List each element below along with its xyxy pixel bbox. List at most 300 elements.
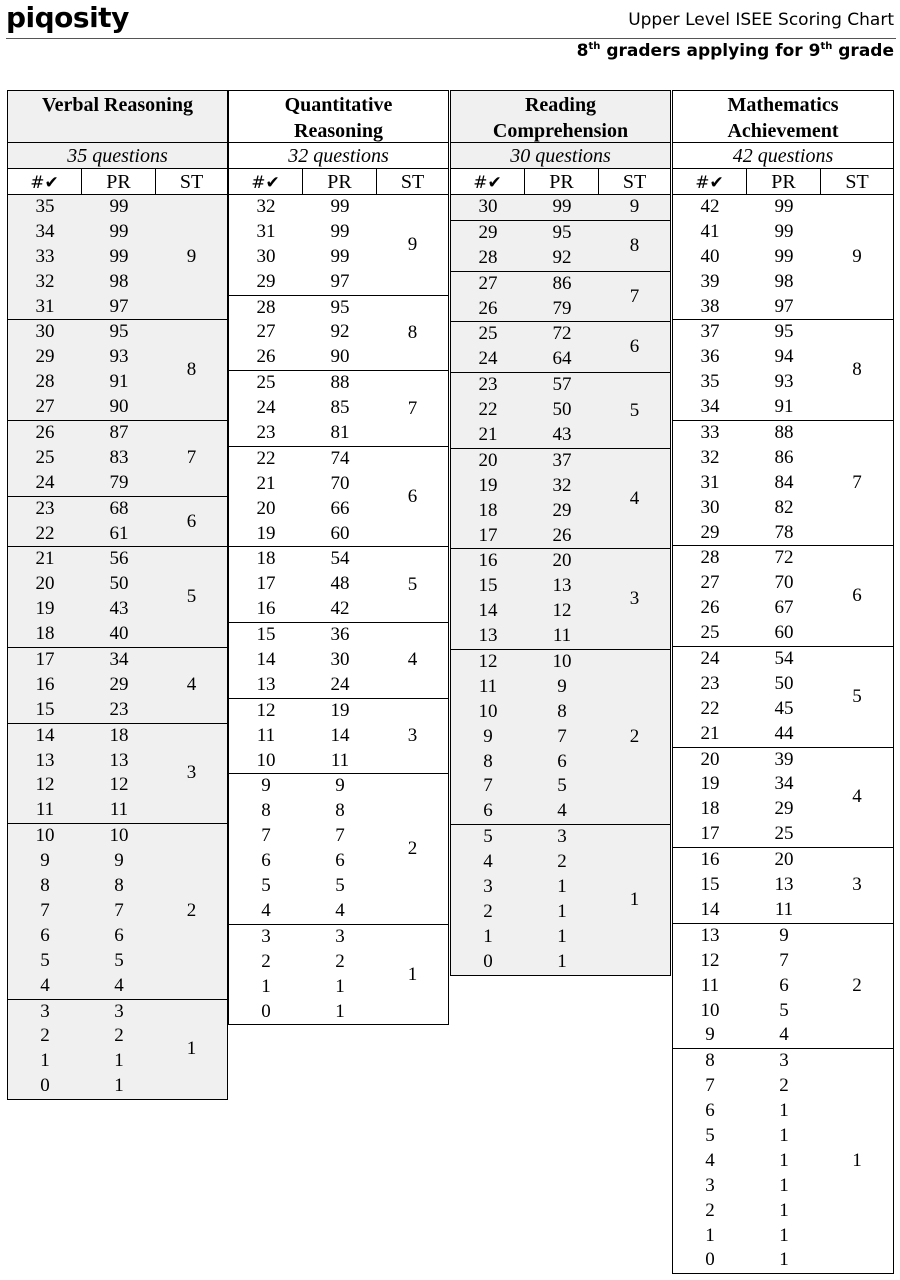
score-rows xyxy=(673,647,821,747)
percentile-rank-cell: 34 xyxy=(109,649,129,671)
table-row xyxy=(451,774,599,799)
stanine-group xyxy=(450,272,671,323)
section-title xyxy=(672,90,894,143)
verbal-reasoning-table xyxy=(7,90,228,1100)
raw-score-cell: 14 xyxy=(478,600,498,622)
percentile-rank-cell: 66 xyxy=(330,497,350,519)
percentile-rank-cell: 4 xyxy=(557,800,567,822)
percentile-rank-cell: 99 xyxy=(330,245,350,267)
document-title: Upper Level ISEE Scoring Chart xyxy=(628,10,894,30)
stanine-group xyxy=(450,825,671,975)
percentile-rank-cell: 3 xyxy=(335,925,345,947)
raw-score-header-text: #✔ xyxy=(30,173,59,193)
table-row xyxy=(673,596,821,621)
table-row xyxy=(8,245,156,270)
raw-score-cell: 16 xyxy=(35,673,55,695)
table-row xyxy=(673,245,821,270)
raw-score-cell: 25 xyxy=(256,372,276,394)
table-row xyxy=(451,499,599,524)
table-row xyxy=(673,672,821,697)
table-row xyxy=(451,624,599,649)
subtitle-superscript: th xyxy=(820,41,833,52)
stanine-group xyxy=(7,547,228,648)
percentile-rank-cell: 72 xyxy=(552,323,572,345)
table-row xyxy=(673,1149,821,1174)
raw-score-cell: 7 xyxy=(40,899,50,921)
stanine-cell: 6 xyxy=(852,585,862,607)
raw-score-cell: 31 xyxy=(256,220,276,242)
raw-score-cell: 8 xyxy=(483,750,493,772)
score-rows xyxy=(8,824,156,998)
raw-score-cell: 26 xyxy=(478,297,498,319)
percentile-rank-cell: 90 xyxy=(109,396,129,418)
percentile-rank-cell: 78 xyxy=(774,521,794,543)
percentile-rank-cell: 5 xyxy=(114,949,124,971)
raw-score-cell: 22 xyxy=(35,522,55,544)
table-row xyxy=(673,345,821,370)
table-row xyxy=(451,423,599,448)
percentile-rank-cell: 39 xyxy=(774,748,794,770)
percentile-rank-cell: 99 xyxy=(774,196,794,217)
table-row xyxy=(673,1224,821,1249)
table-row xyxy=(229,345,377,370)
raw-score-cell: 32 xyxy=(256,196,276,217)
raw-score-cell: 27 xyxy=(35,396,55,418)
table-row xyxy=(8,547,156,572)
raw-score-cell: 20 xyxy=(256,497,276,519)
percentile-rank-header: PR xyxy=(303,169,377,194)
percentile-rank-cell: 86 xyxy=(774,446,794,468)
raw-score-cell: 11 xyxy=(478,675,498,697)
subtitle-superscript: th xyxy=(588,41,601,52)
raw-score-cell: 36 xyxy=(700,346,720,368)
raw-score-cell: 13 xyxy=(700,924,720,946)
raw-score-cell: 29 xyxy=(700,521,720,543)
table-row xyxy=(229,824,377,849)
table-row xyxy=(229,195,377,220)
stanine-cell: 3 xyxy=(852,874,862,896)
score-rows xyxy=(673,1049,821,1273)
raw-score-cell: 20 xyxy=(35,573,55,595)
raw-score-cell: 8 xyxy=(261,800,271,822)
table-row xyxy=(673,1124,821,1149)
score-rows xyxy=(451,549,599,649)
raw-score-cell: 14 xyxy=(35,724,55,746)
percentile-rank-cell: 87 xyxy=(109,422,129,444)
table-row xyxy=(673,748,821,773)
percentile-rank-cell: 1 xyxy=(779,1149,789,1171)
raw-score-cell: 9 xyxy=(40,850,50,872)
score-rows xyxy=(229,623,377,698)
percentile-rank-cell: 20 xyxy=(552,550,572,572)
score-rows xyxy=(673,546,821,646)
percentile-rank-cell: 60 xyxy=(774,622,794,644)
stanine-group xyxy=(450,650,671,825)
stanine-cell: 3 xyxy=(407,725,418,747)
percentile-rank-cell: 44 xyxy=(774,722,794,744)
stanine-header: ST xyxy=(400,171,425,193)
raw-score-cell: 4 xyxy=(40,974,50,996)
percentile-rank-cell: 10 xyxy=(109,825,129,847)
percentile-rank-cell: 2 xyxy=(114,1025,124,1047)
stanine-group xyxy=(7,320,228,421)
percentile-rank-cell: 3 xyxy=(114,1000,124,1022)
stanine-group xyxy=(7,421,228,497)
table-row xyxy=(451,524,599,549)
score-rows xyxy=(451,195,599,220)
percentile-rank-cell: 1 xyxy=(779,1124,789,1146)
score-rows xyxy=(229,195,377,295)
question-count: 42 questions xyxy=(672,143,894,169)
percentile-rank-cell: 56 xyxy=(109,548,129,570)
percentile-rank-cell: 99 xyxy=(774,220,794,242)
table-row xyxy=(451,195,599,220)
stanine-group xyxy=(228,371,449,447)
percentile-rank-cell: 7 xyxy=(335,825,345,847)
percentile-rank-cell: 60 xyxy=(330,522,350,544)
raw-score-cell: 10 xyxy=(478,700,498,722)
stanine-cell: 9 xyxy=(629,196,640,218)
percentile-rank-cell: 34 xyxy=(774,773,794,795)
table-row xyxy=(229,975,377,1000)
question-count: 35 questions xyxy=(7,143,228,169)
percentile-rank-cell: 83 xyxy=(109,446,129,468)
percentile-rank-cell: 20 xyxy=(774,849,794,871)
raw-score-cell: 23 xyxy=(700,672,720,694)
table-row xyxy=(451,675,599,700)
section-title-line: Mathematics xyxy=(727,94,839,116)
stanine-group xyxy=(7,648,228,724)
raw-score-cell: 20 xyxy=(478,449,498,471)
raw-score-cell: 27 xyxy=(700,572,720,594)
table-row xyxy=(8,572,156,597)
table-row xyxy=(8,724,156,749)
percentile-rank-cell: 81 xyxy=(330,422,350,444)
subtitle-part: 8 xyxy=(576,41,589,61)
raw-score-cell: 6 xyxy=(705,1100,715,1122)
raw-score-cell: 29 xyxy=(35,346,55,368)
score-rows xyxy=(229,699,377,774)
table-row xyxy=(673,1099,821,1124)
stanine-group xyxy=(7,497,228,548)
table-row xyxy=(451,347,599,372)
table-row xyxy=(673,1199,821,1224)
raw-score-cell: 3 xyxy=(261,925,271,947)
score-rows xyxy=(673,195,821,319)
table-row xyxy=(8,949,156,974)
percentile-rank-cell: 1 xyxy=(557,900,567,922)
percentile-rank-cell: 82 xyxy=(774,496,794,518)
table-row xyxy=(451,650,599,675)
percentile-rank-cell: 45 xyxy=(774,697,794,719)
percentile-rank-cell: 5 xyxy=(335,875,345,897)
stanine-group xyxy=(228,296,449,372)
raw-score-cell: 8 xyxy=(705,1050,715,1072)
raw-score-cell: 15 xyxy=(700,874,720,896)
raw-score-cell: 5 xyxy=(40,949,50,971)
section-title-line: Reasoning xyxy=(294,120,383,142)
percentile-rank-cell: 86 xyxy=(552,272,572,294)
percentile-rank-cell: 29 xyxy=(109,673,129,695)
raw-score-cell: 21 xyxy=(256,472,276,494)
score-rows xyxy=(229,447,377,547)
raw-score-cell: 29 xyxy=(478,221,498,243)
raw-score-cell: 15 xyxy=(478,575,498,597)
table-row xyxy=(673,496,821,521)
table-row xyxy=(451,799,599,824)
raw-score-cell: 25 xyxy=(478,323,498,345)
stanine-group xyxy=(672,320,894,421)
table-row xyxy=(451,825,599,850)
raw-score-cell: 4 xyxy=(705,1149,715,1171)
stanine-group xyxy=(672,421,894,546)
stanine-group xyxy=(672,1049,894,1274)
stanine-cell: 6 xyxy=(629,336,640,358)
percentile-rank-cell: 99 xyxy=(330,196,350,217)
table-row xyxy=(673,898,821,923)
table-row xyxy=(229,270,377,295)
raw-score-cell: 30 xyxy=(35,321,55,343)
table-row xyxy=(673,647,821,672)
stanine-group xyxy=(7,1000,228,1101)
percentile-rank-cell: 2 xyxy=(779,1075,789,1097)
table-row xyxy=(451,549,599,574)
raw-score-cell: 11 xyxy=(256,724,276,746)
table-row xyxy=(451,373,599,398)
section-title-line: Quantitative xyxy=(284,94,393,116)
stanine-cell: 9 xyxy=(407,233,418,255)
table-row xyxy=(8,497,156,522)
raw-score-cell: 28 xyxy=(256,296,276,318)
percentile-rank-cell: 11 xyxy=(330,749,350,771)
table-row xyxy=(8,673,156,698)
percentile-rank-cell: 9 xyxy=(557,675,567,697)
raw-score-cell: 2 xyxy=(483,900,493,922)
percentile-rank-cell: 84 xyxy=(774,471,794,493)
percentile-rank-cell: 12 xyxy=(552,600,572,622)
table-row xyxy=(451,322,599,347)
percentile-rank-cell: 18 xyxy=(109,724,129,746)
table-row xyxy=(8,395,156,420)
piqosity-logo: piqosity xyxy=(6,1,129,34)
raw-score-cell: 6 xyxy=(40,924,50,946)
table-row xyxy=(673,999,821,1024)
table-row xyxy=(8,1000,156,1025)
reading-comprehension-table xyxy=(450,90,671,976)
percentile-rank-cell: 2 xyxy=(557,851,567,873)
stanine-cell: 1 xyxy=(407,963,418,985)
percentile-rank-cell: 9 xyxy=(335,775,345,797)
percentile-rank-cell: 2 xyxy=(335,950,345,972)
raw-score-cell: 9 xyxy=(261,775,271,797)
score-rows xyxy=(8,724,156,824)
percentile-rank-cell: 43 xyxy=(552,424,572,446)
stanine-cell: 1 xyxy=(629,888,640,910)
raw-score-cell: 0 xyxy=(705,1249,715,1271)
raw-score-cell: 31 xyxy=(700,471,720,493)
table-row xyxy=(673,949,821,974)
stanine-cell: 4 xyxy=(629,487,640,509)
stanine-cell: 6 xyxy=(407,485,418,507)
percentile-rank-cell: 79 xyxy=(552,297,572,319)
percentile-rank-cell: 97 xyxy=(109,295,129,317)
stanine-group xyxy=(672,647,894,748)
table-row xyxy=(673,722,821,747)
raw-score-cell: 17 xyxy=(700,823,720,845)
stanine-header: ST xyxy=(622,171,647,193)
percentile-rank-cell: 48 xyxy=(330,573,350,595)
table-row xyxy=(8,849,156,874)
raw-score-cell: 30 xyxy=(478,196,498,217)
raw-score-cell: 2 xyxy=(261,950,271,972)
percentile-rank-cell: 6 xyxy=(779,974,789,996)
raw-score-cell: 17 xyxy=(478,524,498,546)
raw-score-cell: 39 xyxy=(700,270,720,292)
percentile-rank-cell: 67 xyxy=(774,597,794,619)
stanine-group xyxy=(450,549,671,650)
percentile-rank-cell: 57 xyxy=(552,374,572,396)
score-rows xyxy=(8,648,156,723)
stanine-cell: 8 xyxy=(186,359,197,381)
score-rows xyxy=(451,449,599,549)
stanine-cell: 7 xyxy=(407,397,418,419)
table-row xyxy=(673,1074,821,1099)
percentile-rank-cell: 85 xyxy=(330,397,350,419)
section-title-line: Comprehension xyxy=(492,120,629,142)
percentile-rank-cell: 70 xyxy=(330,472,350,494)
score-rows xyxy=(673,748,821,848)
raw-score-cell: 41 xyxy=(700,220,720,242)
stanine-group xyxy=(7,724,228,825)
raw-score-cell: 30 xyxy=(256,245,276,267)
percentile-rank-cell: 99 xyxy=(552,196,572,217)
raw-score-header-text: #✔ xyxy=(473,173,502,193)
table-row xyxy=(229,597,377,622)
raw-score-cell: 20 xyxy=(700,748,720,770)
stanine-cell: 7 xyxy=(186,447,197,469)
raw-score-cell: 14 xyxy=(256,649,276,671)
score-rows xyxy=(8,497,156,547)
table-row xyxy=(451,875,599,900)
table-row xyxy=(8,974,156,999)
stanine-group xyxy=(672,848,894,924)
table-row xyxy=(451,599,599,624)
stanine-cell: 2 xyxy=(407,838,418,860)
score-rows xyxy=(229,296,377,371)
percentile-rank-cell: 8 xyxy=(335,800,345,822)
table-row xyxy=(673,295,821,320)
stanine-cell: 3 xyxy=(186,762,197,784)
raw-score-cell: 28 xyxy=(478,246,498,268)
raw-score-cell: 4 xyxy=(261,899,271,921)
percentile-rank-cell: 13 xyxy=(552,575,572,597)
score-rows xyxy=(451,322,599,372)
raw-score-cell: 30 xyxy=(700,496,720,518)
table-row xyxy=(673,1248,821,1273)
score-rows xyxy=(451,650,599,824)
stanine-group xyxy=(228,925,449,1026)
table-row xyxy=(673,370,821,395)
percentile-rank-cell: 3 xyxy=(557,826,567,848)
percentile-rank-cell: 61 xyxy=(109,522,129,544)
stanine-group xyxy=(450,221,671,272)
percentile-rank-cell: 79 xyxy=(109,471,129,493)
raw-score-cell: 2 xyxy=(40,1025,50,1047)
percentile-rank-cell: 1 xyxy=(557,950,567,972)
percentile-rank-cell: 1 xyxy=(557,925,567,947)
raw-score-cell: 9 xyxy=(483,725,493,747)
raw-score-cell: 25 xyxy=(700,622,720,644)
raw-score-cell: 29 xyxy=(256,270,276,292)
table-row xyxy=(451,750,599,775)
raw-score-header xyxy=(673,169,747,194)
table-row xyxy=(673,924,821,949)
question-count: 32 questions xyxy=(228,143,449,169)
raw-score-header xyxy=(8,169,82,194)
raw-score-cell: 26 xyxy=(35,422,55,444)
raw-score-cell: 21 xyxy=(700,722,720,744)
percentile-rank-cell: 93 xyxy=(109,346,129,368)
raw-score-cell: 22 xyxy=(700,697,720,719)
score-rows xyxy=(451,825,599,974)
table-row xyxy=(8,370,156,395)
percentile-rank-cell: 1 xyxy=(779,1100,789,1122)
raw-score-cell: 5 xyxy=(483,826,493,848)
raw-score-cell: 25 xyxy=(35,446,55,468)
section-title-line: Verbal Reasoning xyxy=(42,94,193,116)
raw-score-cell: 12 xyxy=(35,774,55,796)
raw-score-cell: 16 xyxy=(256,598,276,620)
raw-score-cell: 0 xyxy=(261,1000,271,1022)
stanine-cell: 7 xyxy=(852,472,862,494)
percentile-rank-cell: 36 xyxy=(330,624,350,646)
stanine-group xyxy=(672,748,894,849)
score-rows xyxy=(8,547,156,647)
raw-score-cell: 23 xyxy=(256,422,276,444)
percentile-rank-cell: 95 xyxy=(774,321,794,343)
raw-score-cell: 42 xyxy=(700,196,720,217)
percentile-rank-cell: 10 xyxy=(552,651,572,673)
raw-score-cell: 28 xyxy=(35,371,55,393)
table-row xyxy=(8,899,156,924)
stanine-cell: 4 xyxy=(407,649,418,671)
table-row xyxy=(451,925,599,950)
table-row xyxy=(673,873,821,898)
percentile-rank-cell: 95 xyxy=(330,296,350,318)
stanine-group xyxy=(228,774,449,924)
raw-score-cell: 5 xyxy=(261,875,271,897)
column-header-row xyxy=(450,169,671,195)
stanine-group xyxy=(228,447,449,548)
stanine-cell: 5 xyxy=(186,586,197,608)
table-row xyxy=(229,623,377,648)
table-row xyxy=(229,447,377,472)
raw-score-cell: 3 xyxy=(483,876,493,898)
percentile-rank-cell: 3 xyxy=(779,1050,789,1072)
raw-score-cell: 18 xyxy=(256,548,276,570)
raw-score-cell: 24 xyxy=(700,648,720,670)
raw-score-cell: 12 xyxy=(700,949,720,971)
mathematics-achievement-table xyxy=(672,90,894,1274)
raw-score-cell: 33 xyxy=(700,422,720,444)
table-row xyxy=(229,673,377,698)
stanine-cell: 3 xyxy=(629,588,640,610)
table-row xyxy=(8,1049,156,1074)
percentile-rank-cell: 11 xyxy=(552,625,572,647)
score-rows xyxy=(229,547,377,622)
raw-score-cell: 35 xyxy=(700,371,720,393)
table-row xyxy=(673,395,821,420)
